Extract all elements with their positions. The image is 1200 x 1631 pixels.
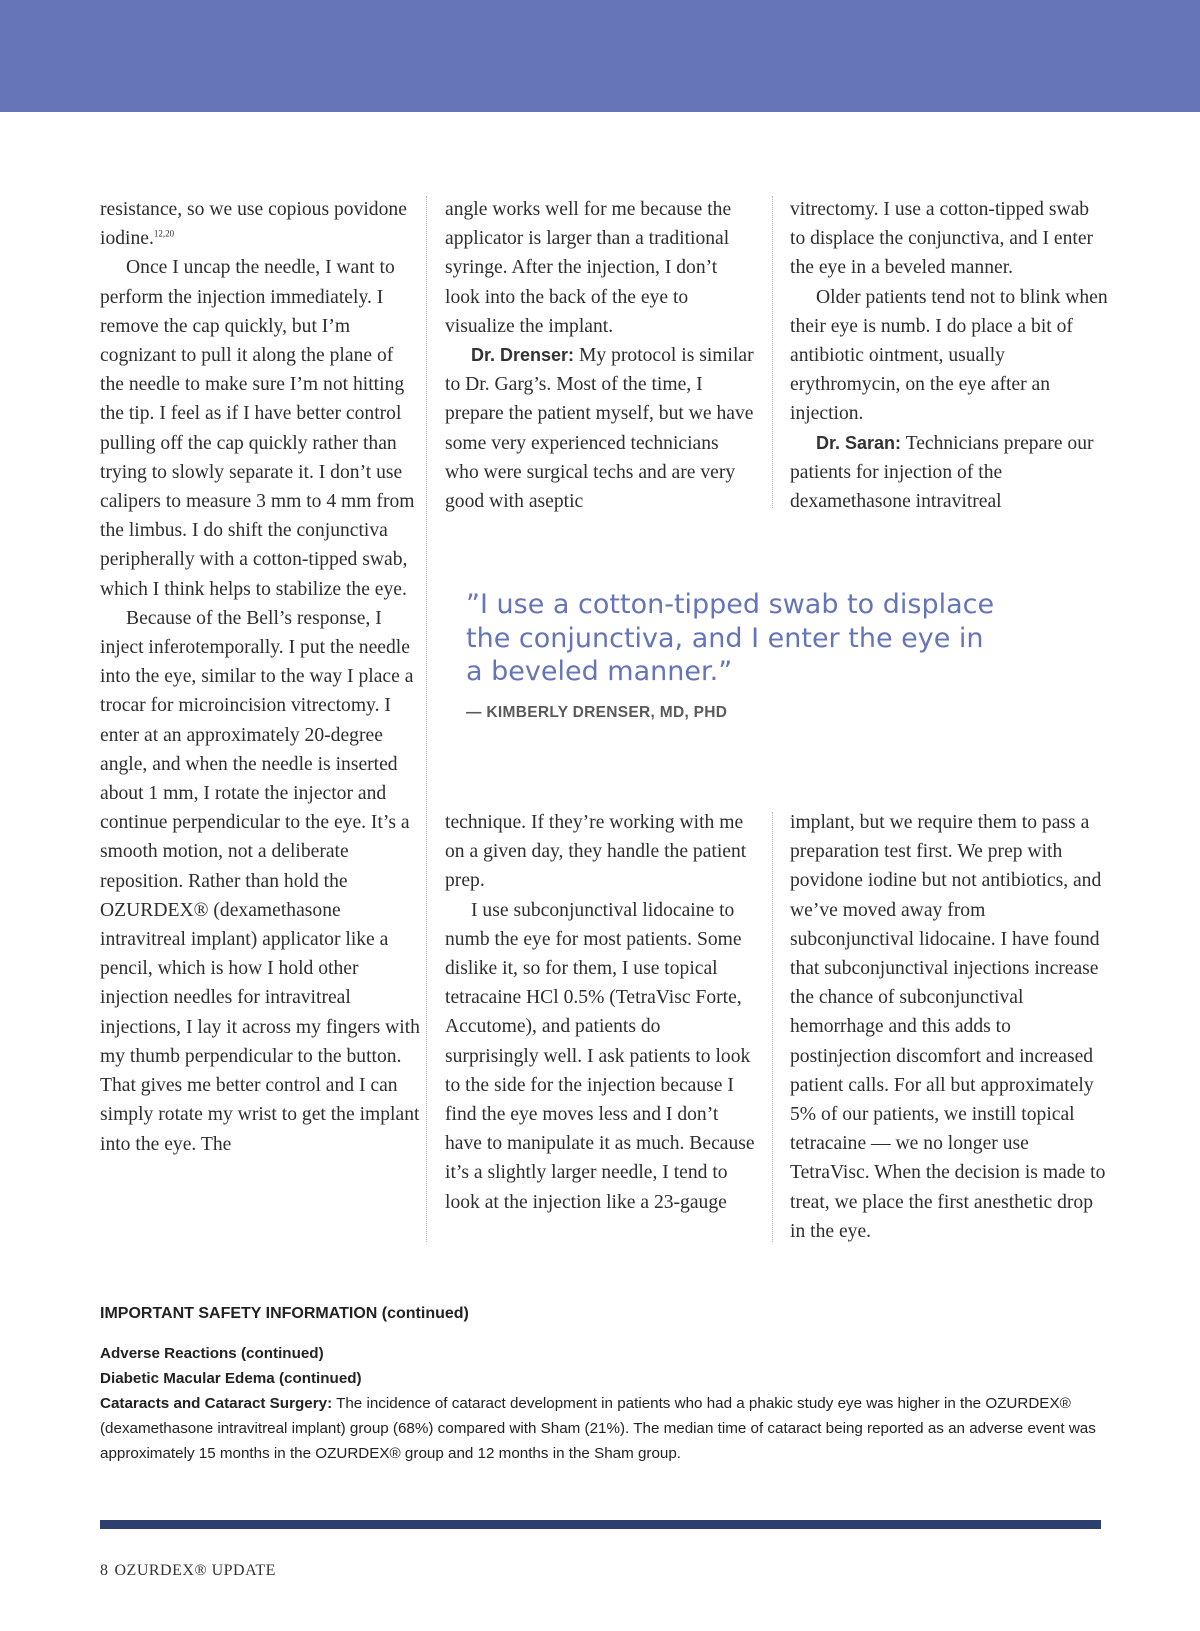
article-column-3-top [790,195,1108,516]
article-column-1 [100,195,420,1159]
safety-subheading: Diabetic Macular Edema (continued) [100,1370,362,1387]
pull-quote: ”I use a cotton-tipped swab to displace the conjunctiva, and I enter the eye in a beveled manner.” [466,589,995,687]
safety-text-line: (dexamethasone intravitreal implant) group (68%) compared with Sham (21%). The median time of cataract being reported as an adverse event was [100,1420,1096,1437]
paragraph: Once I uncap the needle, I want to perform the injection immediately. I remove the cap quickly, but I’m cognizant to pull it along the plane of the needle to make sure I’m not hitting the tip. I feel as if I have better control pulling off the cap quickly rather than trying to slowly separate it. I don’t use calipers to measure 3 mm to 4 mm from the limbus. I do shift the conjunctiva peripherally with a cotton-tipped swab, which I think helps to stabilize the eye. [100,257,415,600]
paragraph: Dr. Saran: Technicians prepare our patients for injection of the dexamethasone intravitreal [790,432,1094,513]
safety-lead: Cataracts and Cataract Surgery: [100,1395,333,1412]
paragraph: Dr. Drenser: My protocol is similar to Dr. Garg’s. Most of the time, I prepare the patient myself, but we have some very experienced technicians who were surgical techs and are very good with aseptic [445,345,754,513]
paragraph: Because of the Bell’s response, I inject inferotemporally. I put the needle into the eye, similar to the way I place a trocar for microincision vitrectomy. I enter at an approximately 20-degree angle, and when the needle is inserted about 1 mm, I rotate the injector and continue perpendicular to the eye. It’s a smooth motion, not a deliberate reposition. Rather than hold the OZURDEX® (dexamethasone intravitreal implant) applicator like a pencil, which is how I hold other injection needles for intravitreal injections, I lay it across my fingers with my thumb perpendicular to the button. That gives me better control and I can simply rotate my wrist to get the implant into the eye. The [100,607,420,1155]
paragraph: angle works well for me because the applicator is larger than a traditional syringe. After the injection, I don’t look into the back of the eye to visualize the implant. [445,199,732,337]
publication-title: OZURDEX® UPDATE [114,1562,276,1579]
safety-text-line: approximately 15 months in the OZURDEX® group and 12 months in the Sham group. [100,1445,682,1462]
article-column-2-top [445,195,755,516]
page-footer [100,1562,276,1580]
article-column-2-bottom [445,808,755,1217]
footer-rule [100,1520,1101,1529]
safety-subheading: Adverse Reactions (continued) [100,1345,324,1362]
column-divider [772,812,773,1242]
paragraph: resistance, so we use copious povidone iodine.$^{12,20}$ [100,199,407,250]
article-column-3-bottom [790,808,1108,1246]
paragraph: Older patients tend not to blink when their eye is numb. I do place a bit of antibiotic ointment, usually erythromycin, on the eye after an injection. [790,286,1108,425]
column-divider [426,196,427,1242]
speaker-label: Dr. Saran: [816,432,902,453]
safety-text-line: Cataracts and Cataract Surgery: The incidence of cataract development in patients who had a phakic study eye was higher in the OZURDEX® [100,1395,1071,1412]
page-number: 8 [100,1562,109,1579]
paragraph: I use subconjunctival lidocaine to numb the eye for most patients. Some dislike it, so for them, I use topical tetracaine HCl 0.5% (TetraVisc Forte, Accutome), and patients do surprisingly well. I ask patients to look to the side for the injection because I find the eye moves less and I don’t have to manipulate it as much. Because it’s a slightly larger needle, I tend to look at the injection like a 23-gauge [445,899,755,1213]
speaker-label: Dr. Drenser: [471,345,575,366]
reference-superscript: 12,20 [153,228,175,239]
paragraph: vitrectomy. I use a cotton-tipped swab to displace the conjunctiva, and I enter the eye in a beveled manner. [790,199,1094,279]
column-divider [772,196,773,508]
paragraph: technique. If they’re working with me on a given day, they handle the patient prep. [445,812,747,892]
pull-quote-attribution: — KIMBERLY DRENSER, MD, PHD [466,704,728,721]
safety-info-body [100,1341,1110,1466]
header-band [0,0,1200,112]
paragraph: implant, but we require them to pass a preparation test first. We prep with povidone iodine but not antibiotics, and we’ve moved away from subconjunctival lidocaine. I have found that subconjunctival injections increase the chance of subconjunctival hemorrhage and this adds to postinjection discomfort and increased patient calls. For all but approximately 5% of our patients, we instill topical tetracaine — we no longer use TetraVisc. When the decision is made to treat, we place the first anesthetic drop in the eye. [790,812,1106,1242]
safety-info-heading: IMPORTANT SAFETY INFORMATION (continued) [100,1305,469,1322]
